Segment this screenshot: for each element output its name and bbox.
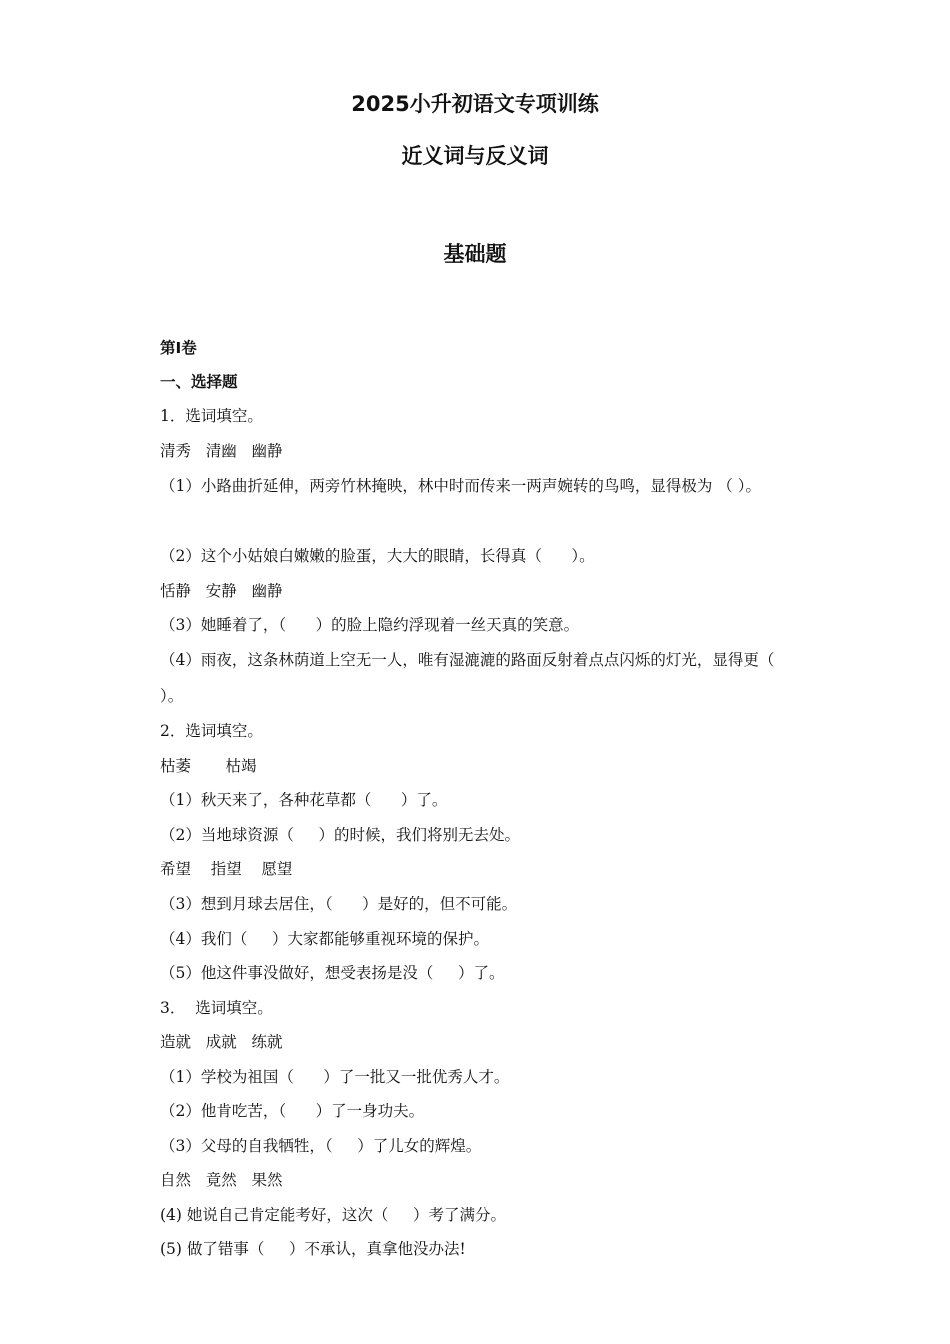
section-heading: 一、选择题 <box>160 373 238 391</box>
page-subtitle: 近义词与反义词 <box>401 144 549 168</box>
question-2-sentence-4: （4）我们（ ）大家都能够重视环境的保护。 <box>160 930 489 948</box>
question-1-sentence-3: （3）她睡着了，（ ）的脸上隐约浮现着一丝天真的笑意。 <box>160 616 580 634</box>
question-3-sentence-4: (4) 她说自己肯定能考好，这次（ ）考了满分。 <box>160 1206 507 1224</box>
question-1-sentence-1: （1）小路曲折延伸，两旁竹林掩映，林中时而传来一两声婉转的鸟鸣，显得极为 （ ）。 <box>160 477 761 495</box>
question-2-prompt: 2．选词填空。 <box>160 722 263 740</box>
question-2-sentence-1: （1）秋天来了，各种花草都（ ）了。 <box>160 791 448 809</box>
question-2-sentence-2: （2）当地球资源（ ）的时候，我们将别无去处。 <box>160 826 520 844</box>
question-3-sentence-5: (5) 做了错事（ ）不承认，真拿他没办法! <box>160 1240 466 1258</box>
question-1-prompt: 1．选词填空。 <box>160 407 263 425</box>
question-3-sentence-3: （3）父母的自我牺牲，（ ）了儿女的辉煌。 <box>160 1137 482 1155</box>
question-2-sentence-3: （3）想到月球去居住，（ ）是好的，但不可能。 <box>160 895 518 913</box>
question-1-word-options-a: 清秀 清幽 幽静 <box>160 442 283 460</box>
section-title: 基础题 <box>443 242 507 266</box>
question-2-sentence-5: （5）他这件事没做好，想受表扬是没（ ）了。 <box>160 964 505 982</box>
question-3-word-options-a: 造就 成就 练就 <box>160 1033 283 1051</box>
question-3-sentence-2: （2）他肯吃苦，（ ）了一身功夫。 <box>160 1102 425 1120</box>
question-2-word-options-b: 希望 指望 愿望 <box>160 860 293 878</box>
volume-label: 第Ⅰ卷 <box>160 339 197 357</box>
question-3-word-options-b: 自然 竟然 果然 <box>160 1171 283 1189</box>
question-3-sentence-1: （1）学校为祖国（ ）了一批又一批优秀人才。 <box>160 1068 510 1086</box>
page-title: 2025小升初语文专项训练 <box>351 92 599 116</box>
question-3-prompt: 3． 选词填空。 <box>160 999 273 1017</box>
question-1-sentence-2: （2）这个小姑娘白嫩嫩的脸蛋，大大的眼睛，长得真（ ）。 <box>160 547 595 565</box>
question-1-word-options-b: 恬静 安静 幽静 <box>160 582 283 600</box>
question-1-sentence-4: （4）雨夜，这条林荫道上空无一人，唯有湿漉漉的路面反射着点点闪烁的灯光，显得更（ ）。 <box>160 651 775 705</box>
question-2-word-options-a: 枯萎 枯竭 <box>160 757 257 775</box>
